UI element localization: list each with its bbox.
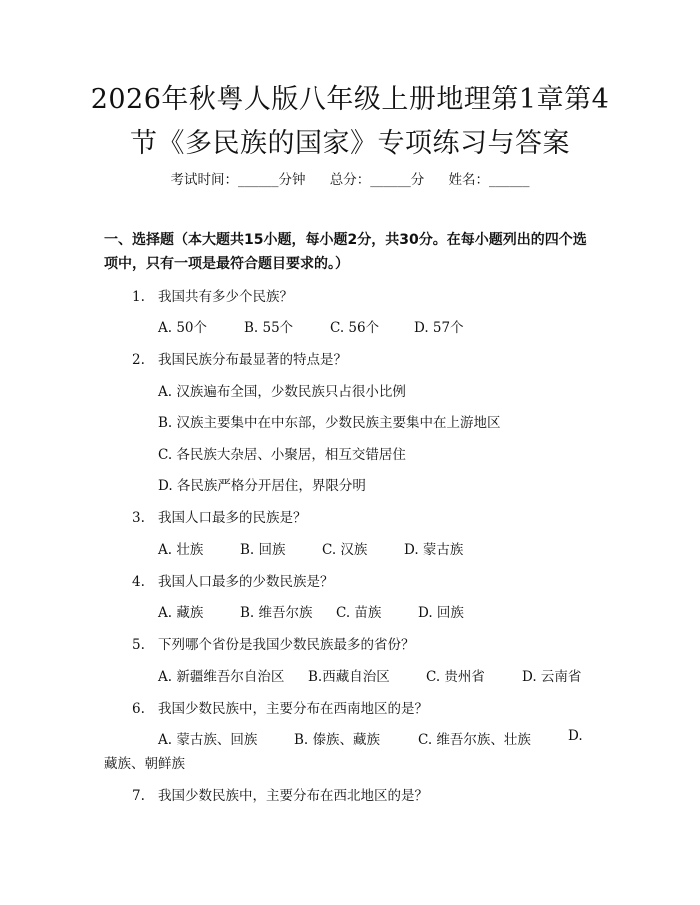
question-stem: 我国人口最多的少数民族是？: [158, 574, 334, 590]
option-c: C. 各民族大杂居、小聚居，相互交错居住: [158, 447, 406, 463]
option-b: B. 汉族主要集中在中东部，少数民族主要集中在上游地区: [158, 415, 501, 431]
option-a: A. 新疆维吾尔自治区: [158, 669, 285, 685]
question-number: 1.: [132, 289, 145, 305]
question-4: [132, 570, 334, 590]
question-number: 7.: [132, 788, 145, 804]
question-number: 3.: [132, 510, 145, 526]
exam-time-field: 考试时间：______分钟: [170, 172, 306, 188]
option-b: B. 回族: [240, 542, 286, 558]
section-heading-line-2: 项中，只有一项是最符合题目要求的。）: [104, 256, 349, 272]
option-a: A. 汉族遍布全国，少数民族只占很小比例: [158, 384, 406, 400]
option-a: A. 壮族: [158, 542, 204, 558]
option-b: B.西藏自治区: [308, 669, 390, 685]
question-stem: 我国少数民族中，主要分布在西南地区的是？: [158, 701, 428, 717]
question-1: [132, 285, 293, 305]
option-d: D. 各民族严格分开居住，界限分明: [158, 478, 366, 494]
question-5: [132, 633, 415, 653]
question-stem: 我国共有多少个民族？: [158, 289, 293, 305]
option-b: B. 傣族、藏族: [294, 732, 381, 748]
question-stem: 我国民族分布最显著的特点是？: [158, 352, 347, 368]
document-title: [60, 78, 640, 166]
question-number: 5.: [132, 637, 145, 653]
exam-info-line: [0, 168, 700, 188]
total-score-field: 总分：______分: [329, 172, 425, 188]
option-d-continuation: 藏族、朝鲜族: [104, 756, 185, 772]
option-d: D. 蒙古族: [404, 542, 464, 558]
option-d: D.: [568, 728, 583, 744]
question-7: [132, 784, 428, 804]
question-stem: 下列哪个省份是我国少数民族最多的省份？: [158, 637, 415, 653]
question-3: [132, 506, 307, 526]
option-c: C. 贵州省: [426, 669, 485, 685]
title-line-1: 2026年秋粤人版八年级上册地理第1章第4: [90, 84, 610, 115]
option-c: C. 维吾尔族、壮族: [418, 732, 531, 748]
question-6: [132, 697, 428, 717]
question-stem: 我国人口最多的民族是？: [158, 510, 307, 526]
option-d: D. 回族: [418, 605, 464, 621]
option-a: A. 蒙古族、回族: [158, 732, 258, 748]
option-a: A. 50个: [158, 320, 208, 336]
option-c: C. 56个: [330, 320, 380, 336]
question-stem: 我国少数民族中，主要分布在西北地区的是？: [158, 788, 428, 804]
option-c: C. 汉族: [322, 542, 368, 558]
question-number: 2.: [132, 352, 145, 368]
section-heading: [104, 228, 604, 276]
option-c: C. 苗族: [336, 605, 382, 621]
question-number: 6.: [132, 701, 145, 717]
option-d: D. 云南省: [522, 669, 582, 685]
student-name-field: 姓名：______: [448, 172, 530, 188]
question-2: [132, 348, 347, 368]
section-heading-line-1: 一、选择题（本大题共15小题，每小题2分，共30分。在每小题列出的四个选: [104, 232, 587, 248]
title-line-2: 节《多民族的国家》专项练习与答案: [130, 128, 570, 159]
option-d: D. 57个: [414, 320, 464, 336]
option-b: B. 55个: [244, 320, 294, 336]
question-number: 4.: [132, 574, 145, 590]
option-b: B. 维吾尔族: [240, 605, 313, 621]
option-a: A. 藏族: [158, 605, 204, 621]
